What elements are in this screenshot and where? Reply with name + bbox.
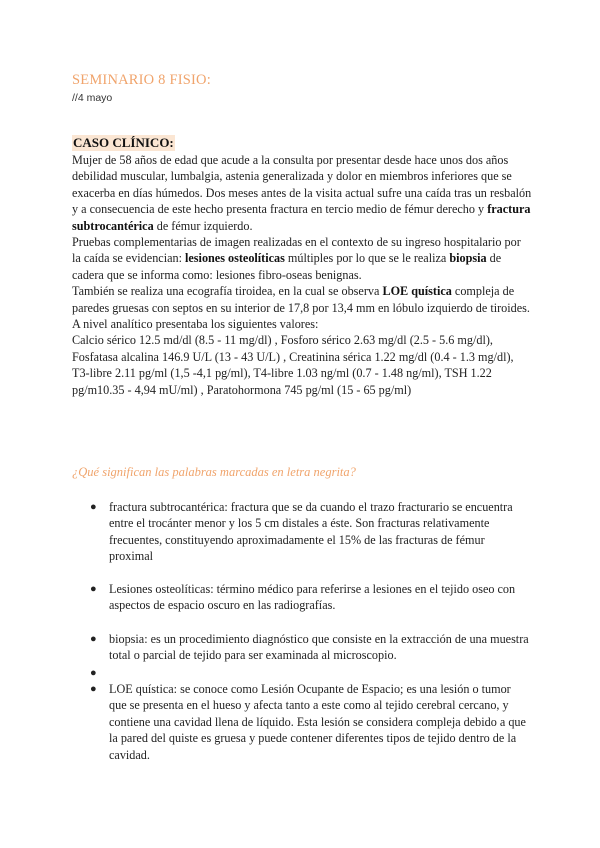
case-body bbox=[72, 152, 532, 398]
case-paragraph-lab-intro: A nivel analítico presentaba los siguientes valores: bbox=[72, 317, 319, 332]
list-item: ● biopsia: es un procedimiento diagnóstico que consiste en la extracción de una muestra total o parcial de tejido para ser examinada al microscopio. bbox=[90, 632, 529, 663]
bullet-icon: ● bbox=[90, 667, 97, 679]
case-paragraph-lab-values: Calcio sérico 12.5 md/dl (8.5 - 11 mg/dl) , Fosforo sérico 2.63 mg/dl (2.5 - 5.6 mg/dl), Fosfatasa alcalina 146.9 U/L (13 - 43 U/L) , Creatinina sérica 1.22 mg/dl (0.4 - 1.3 mg/dl), T3-libre 2.11 pg/ml (1,5 -4,1 pg/ml), T4-libre 1.03 ng/ml (0.7 - 1.48 ng/ml), TSH 1.22 pg/m10.35 - 4,94 mU/ml) , Paratohormona 745 pg/ml (15 - 65 pg/ml) bbox=[72, 333, 514, 397]
list-item bbox=[90, 665, 530, 681]
list-item: ● Lesiones osteolíticas: término médico para referirse a lesiones en el tejido oseo con aspectos de espacio oscuro en las radiografías. bbox=[90, 582, 516, 613]
bold-term: fractura subtrocantérica bbox=[72, 202, 531, 233]
bullet-icon: ● bbox=[90, 583, 97, 595]
question-heading: ¿Qué significan las palabras marcadas en letra negrita? bbox=[72, 465, 356, 479]
case-paragraph-history: Mujer de 58 años de edad que acude a la consulta por presentar desde hace unos dos años debilidad muscular, lumbalgia, astenia generalizada y dolor en miembros inferiores que se exacerba en días húmedos. Dos meses antes de la visita actual sufre una caída tras un resbalón y a consecuencia de este hecho presenta fractura en tercio medio de fémur derecho y fractura subtrocantérica de fémur izquierdo. bbox=[72, 153, 532, 233]
bullet-icon: ● bbox=[90, 633, 97, 645]
answer-list bbox=[90, 499, 530, 763]
bold-term: LOE quística bbox=[382, 284, 452, 299]
case-heading: CASO CLÍNICO: bbox=[73, 135, 174, 150]
bullet-icon: ● bbox=[90, 501, 97, 513]
list-item: ● LOE quística: se conoce como Lesión Ocupante de Espacio; es una lesión o tumor que se presenta en el hueso y afecta tanto a este como al tejido cerebral cercano, y contiene una cavidad llena de líquido. Esta lesión se considera compleja debido a que la pared del quiste es gruesa y puede contener diferentes tipos de tejido dentro de la cavidad. bbox=[90, 682, 526, 762]
document-title: SEMINARIO 8 FISIO: bbox=[72, 72, 211, 88]
case-paragraph-imaging: Pruebas complementarias de imagen realizadas en el contexto de su ingreso hospitalario por la caída se evidencian: lesiones osteolíticas múltiples por lo que se le realiza biopsia de cadera que se informa como: lesiones fibro-oseas benignas. bbox=[72, 235, 521, 282]
bold-term: lesiones osteolíticas bbox=[185, 251, 285, 266]
list-item: ● fractura subtrocantérica: fractura que se da cuando el trazo fracturario se encuentra entre el trocánter menor y los 5 cm distales a éste. Son fracturas relativamente frecuentes, constituyendo aproximadamente el 15% de las fracturas de fémur proximal bbox=[90, 500, 513, 564]
bullet-icon: ● bbox=[90, 683, 97, 695]
case-paragraph-ultrasound: También se realiza una ecografía tiroidea, en la cual se observa LOE quística compleja de paredes gruesas con septos en su interior de 17,8 por 13,4 mm en lóbulo izquierdo de tiroides. bbox=[72, 284, 530, 315]
document-date: //4 mayo bbox=[72, 92, 113, 104]
bold-term: biopsia bbox=[449, 251, 487, 266]
